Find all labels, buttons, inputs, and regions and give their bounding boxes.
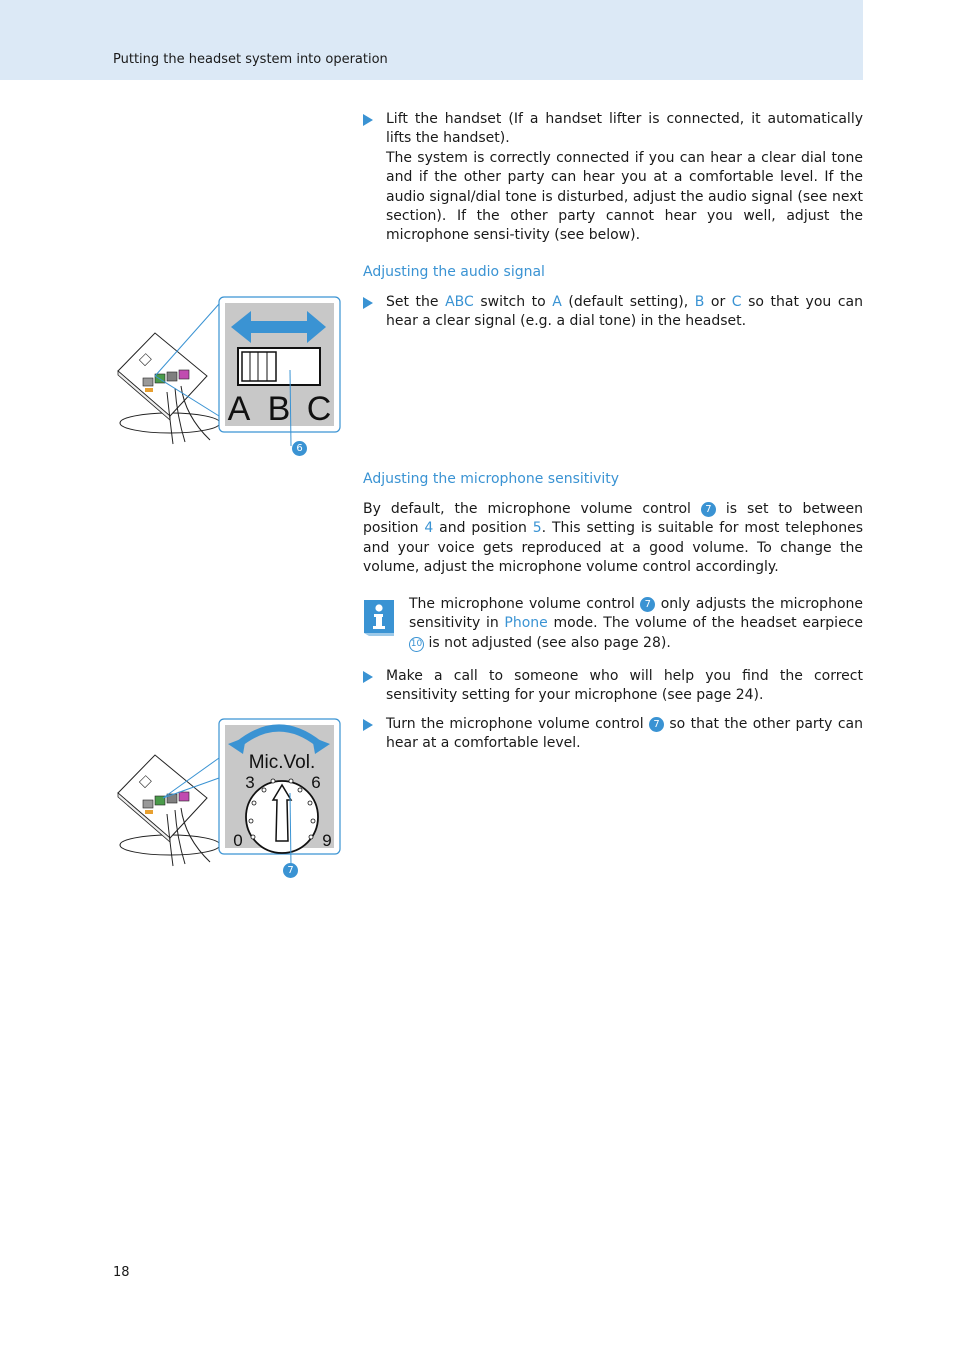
mic-vol-figure <box>115 718 345 883</box>
text-fragment: is set to between position <box>363 501 863 537</box>
callout-10-inline: 10 <box>409 637 424 652</box>
position-b: B <box>694 294 705 310</box>
abc-switch-illustration <box>115 296 345 461</box>
text-fragment: so that you can hear a clear signal (e.g. a dial tone) in the headset. <box>386 294 863 330</box>
mic-heading: Adjusting the microphone sensitivity <box>363 471 620 487</box>
scale-3: 3 <box>245 773 255 792</box>
mic-vol-illustration <box>115 718 345 883</box>
info-note <box>409 595 863 653</box>
text-fragment: (default setting), <box>561 294 695 310</box>
abc-switch-figure <box>115 296 345 461</box>
mic-intro-paragraph <box>363 500 863 578</box>
abc-letter-a: A <box>227 390 251 428</box>
text-fragment: and position <box>433 520 533 537</box>
mic-vol-label: Mic.Vol. <box>248 752 316 773</box>
text-fragment: Set the <box>386 294 446 310</box>
position-5: 5 <box>532 520 542 537</box>
page-number: 18 <box>113 1265 130 1280</box>
info-icon <box>363 599 395 637</box>
text-fragment: or <box>704 294 732 310</box>
phone-mode: Phone <box>504 615 548 632</box>
header-band <box>0 0 863 80</box>
text-fragment: mode. The volume of the headset earpiece <box>547 615 863 632</box>
audio-heading: Adjusting the audio signal <box>363 264 545 280</box>
bullet-arrow-icon <box>363 297 373 309</box>
scale-9: 9 <box>322 831 332 850</box>
section-title: Putting the headset system into operation <box>113 52 388 67</box>
step-set-abc <box>363 293 863 333</box>
step-lift-line1: Lift the handset (If a handset lifter is connected, it automatically lifts the handset). <box>386 111 863 147</box>
text-fragment: By default, the microphone volume control <box>363 501 701 517</box>
abc-letter-c: C <box>306 390 332 428</box>
text-fragment: only adjusts the microphone sensitivity in <box>409 596 863 632</box>
callout-7-inline: 7 <box>649 717 664 732</box>
text-fragment: switch to <box>473 294 553 310</box>
text-fragment: . This setting is suitable for most telephones and your voice gets reproduced at a good volume. To change the volume, adjust the microphone volume control accordingly. <box>363 520 864 576</box>
callout-7-inline: 7 <box>640 597 655 612</box>
step-lift-line2: The system is correctly connected if you can hear a clear dial tone and if the other party can hear you at a comfortable level. If the audio signal/dial tone is disturbed, adjust the audio signal (see next section). If the other party cannot hear you well, adjust the microphone sensi-tivity (see below). <box>386 149 863 244</box>
abc-letter-b: B <box>267 390 291 428</box>
scale-6: 6 <box>311 773 321 792</box>
text-fragment: is not adjusted (see also page 28). <box>424 634 671 651</box>
callout-7-inline: 7 <box>701 502 716 517</box>
text-fragment: so that the other party can hear at a comfortable level. <box>386 716 863 752</box>
step-make-call-text: Make a call to someone who will help you find the correct sensitivity setting for your microphone (see page 24). <box>386 668 863 704</box>
text-fragment: The microphone volume control <box>409 596 641 612</box>
position-c: C <box>731 294 742 310</box>
step-make-call <box>363 667 863 707</box>
abc-switch-name: ABC <box>445 294 474 310</box>
step-turn-control <box>363 715 863 755</box>
callout-badge-7: 7 <box>283 863 298 878</box>
callout-badge-6: 6 <box>292 441 307 456</box>
bullet-arrow-icon <box>363 114 373 126</box>
text-fragment: Turn the microphone volume control <box>386 716 649 732</box>
bullet-arrow-icon <box>363 719 373 731</box>
position-a: A <box>552 294 562 310</box>
scale-0: 0 <box>233 831 243 850</box>
position-4: 4 <box>424 520 434 537</box>
step-lift-handset <box>363 110 863 250</box>
bullet-arrow-icon <box>363 671 373 683</box>
